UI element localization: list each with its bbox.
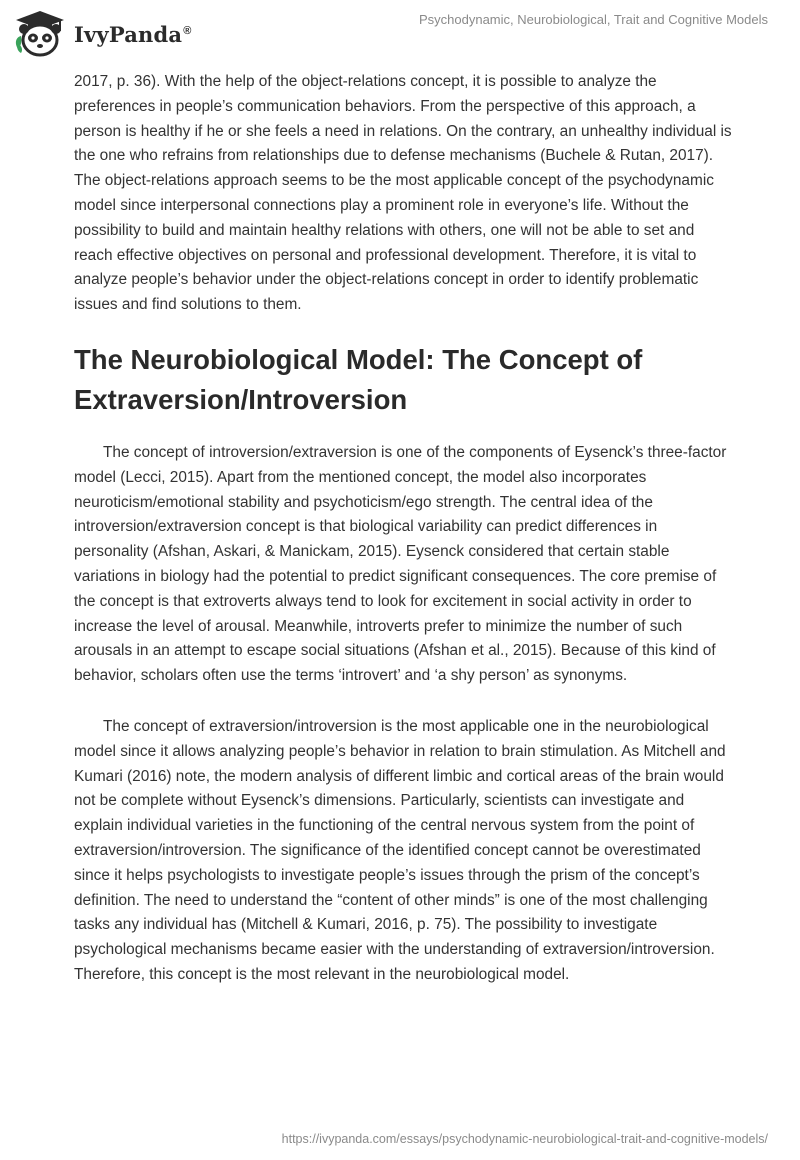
panda-graduate-icon [12,9,68,59]
page-header [0,0,800,70]
paragraph-spacer [74,689,734,715]
essay-content [74,70,734,988]
paragraph-introversion-extraversion: The concept of introversion/extraversion is one of the components of Eysenck’s three-factor model (Lecci, 2015). Apart from the mentioned concept, the model also incorporates neuroticism/emotional stability and psychoticism/ego strength. The central idea of the introversion/extraversion concept is that biological variability can predict differences in personality (Afshan, Askari, & Manickam, 2015). Eysenck considered that certain stable variations in biology had the potential to predict significant consequences. The core premise of the concept is that extroverts always tend to look for excitement in social activity in order to increase the level of arousal. Meanwhile, introverts prefer to minimize the number of such arousals in an attempt to escape social situations (Afshan et al., 2015). Because of this kind of behavior, scholars often use the terms ‘introvert’ and ‘a shy person’ as synonyms. [74,443,727,685]
paragraph-neurobiological-applicability: The concept of extraversion/introversion is the most applicable one in the neurobiological model since it allows analyzing people’s behavior in relation to brain stimulation. As Mitchell and Kumari (2016) note, the modern analysis of different limbic and cortical areas of the brain would not be complete without Eysenck’s dimensions. Particularly, scientists can investigate and explain individual varieties in the functioning of the central nervous system from the point of extraversion/introversion. The significance of the identified concept cannot be overestimated since it helps psychologists to investigate people’s issues through the prism of the concept’s definition. The need to understand the “content of other minds” is one of the most challenging tasks any individual has (Mitchell & Kumari, 2016, p. 75). The possibility to investigate psychological mechanisms became easier with the understanding of extraversion/introversion. Therefore, this concept is the most relevant in the neurobiological model. [74,717,726,983]
ivypanda-logo[interactable] [12,9,192,59]
logo-wordmark: IvyPanda® [74,21,192,47]
document-running-title: Psychodynamic, Neurobiological, Trait and Cognitive Models [418,12,768,27]
paragraph-object-relations: 2017, p. 36). With the help of the object-relations concept, it is possible to analyze the preferences in people’s communication behaviors. From the perspective of this approach, a person is healthy if he or she feels a need in relations. On the contrary, an unhealthy individual is the one who refrains from relationships due to defense mechanisms (Buchele & Rutan, 2017). The object-relations approach seems to be the most applicable concept of the psychodynamic model since interpersonal connections play a prominent role in everyone’s life. Without the possibility to build and maintain healthy relations with others, one will not be able to set and reach effective objectives on personal and professional development. Therefore, it is vital to analyze people’s behavior under the object-relations concept in order to identify problematic issues and find solutions to them. [74,73,732,314]
source-url[interactable]: https://ivypanda.com/essays/psychodynamic-neurobiological-trait-and-cognitive-models/ [281,1132,768,1146]
section-heading: The Neurobiological Model: The Concept of Extraversion/Introversion [74,343,643,415]
